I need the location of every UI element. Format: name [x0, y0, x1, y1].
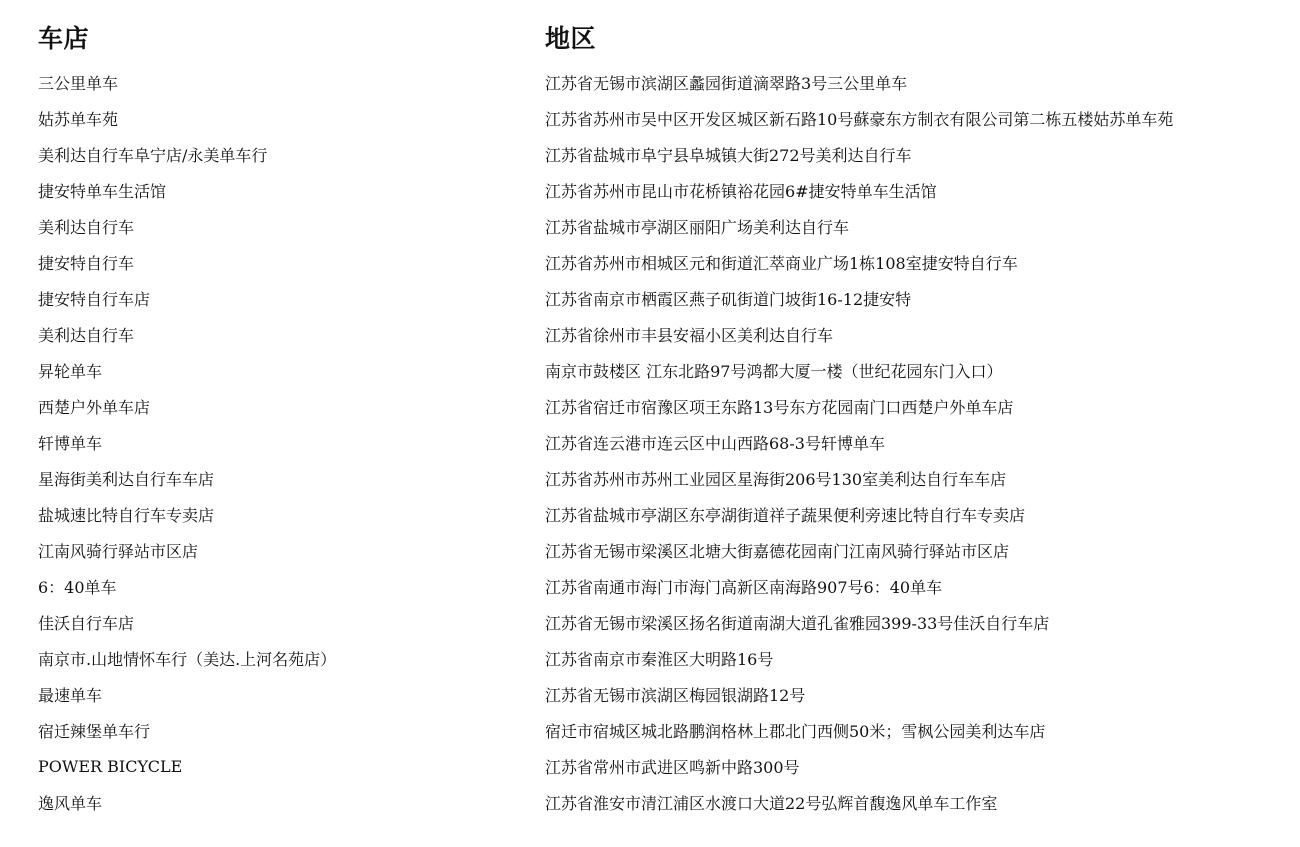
column-header-region: 地区: [545, 24, 597, 53]
store-name: POWER BICYCLE: [38, 756, 183, 776]
table-row: [38, 712, 1285, 748]
store-name: 最速单车: [38, 685, 103, 705]
store-address: 江苏省南京市栖霞区燕子矶街道门坡街16-12捷安特: [545, 289, 912, 309]
store-address: 江苏省盐城市亭湖区丽阳广场美利达自行车: [545, 217, 850, 237]
table-row: [38, 496, 1285, 532]
store-name: 6：40单车: [38, 577, 117, 597]
table-row: [38, 60, 1285, 100]
store-address: 江苏省徐州市丰县安福小区美利达自行车: [545, 325, 834, 345]
store-name: 佳沃自行车店: [38, 613, 135, 633]
store-address: 江苏省无锡市梁溪区北塘大街嘉德花园南门江南风骑行驿站市区店: [545, 541, 1010, 561]
table-row: [38, 316, 1285, 352]
table-row: [38, 244, 1285, 280]
store-address: 南京市鼓楼区 江东北路97号鸿都大厦一楼（世纪花园东门入口）: [545, 361, 1003, 381]
store-name: 南京市.山地情怀车行（美达.上河名苑店）: [38, 649, 337, 669]
store-address: 江苏省连云港市连云区中山西路68-3号轩博单车: [545, 433, 885, 453]
store-name: 美利达自行车阜宁店/永美单车行: [38, 145, 268, 165]
store-name: 西楚户外单车店: [38, 397, 151, 417]
store-name: 捷安特单车生活馆: [38, 181, 167, 201]
store-name: 三公里单车: [38, 73, 119, 93]
store-address: 江苏省南京市秦淮区大明路16号: [545, 649, 774, 669]
table-row: [38, 388, 1285, 424]
store-address: 江苏省宿迁市宿豫区项王东路13号东方花园南门口西楚户外单车店: [545, 397, 1014, 417]
store-name: 捷安特自行车: [38, 253, 135, 273]
store-address: 江苏省常州市武进区鸣新中路300号: [545, 757, 800, 777]
store-name: 轩博单车: [38, 433, 103, 453]
table-row: [38, 676, 1285, 712]
table-row: [38, 100, 1285, 136]
store-address: 江苏省苏州市相城区元和街道汇萃商业广场1栋108室捷安特自行车: [545, 253, 1018, 273]
table-row: [38, 640, 1285, 676]
table-row: [38, 424, 1285, 460]
table-row: [38, 280, 1285, 316]
store-address: 江苏省无锡市梁溪区扬名街道南湖大道孔雀雅园399-33号佳沃自行车店: [545, 613, 1050, 633]
store-name: 美利达自行车: [38, 325, 135, 345]
header-row: [38, 14, 1285, 60]
store-address: 江苏省淮安市清江浦区水渡口大道22号弘辉首馥逸风单车工作室: [545, 793, 998, 813]
table-row: [38, 568, 1285, 604]
store-address: 江苏省苏州市吴中区开发区城区新石路10号蘇豪东方制衣有限公司第二栋五楼姑苏单车苑: [545, 109, 1174, 129]
table-body: [38, 60, 1285, 820]
store-name: 星海街美利达自行车车店: [38, 469, 215, 489]
store-name: 宿迁辣堡单车行: [38, 721, 151, 741]
store-name: 逸风单车: [38, 793, 103, 813]
store-address: 宿迁市宿城区城北路鹏润格林上郡北门西侧50米；雪枫公园美利达车店: [545, 721, 1046, 741]
column-header-store: 车店: [38, 24, 90, 53]
store-address: 江苏省苏州市苏州工业园区星海街206号130室美利达自行车车店: [545, 469, 1007, 489]
store-address: 江苏省盐城市阜宁县阜城镇大街272号美利达自行车: [545, 145, 912, 165]
store-name: 捷安特自行车店: [38, 289, 151, 309]
table-row: [38, 352, 1285, 388]
store-name: 江南风骑行驿站市区店: [38, 541, 199, 561]
table-row: [38, 208, 1285, 244]
store-name: 昇轮单车: [38, 361, 103, 381]
table-row: [38, 784, 1285, 820]
table-row: [38, 532, 1285, 568]
store-address: 江苏省苏州市昆山市花桥镇裕花园6#捷安特单车生活馆: [545, 181, 937, 201]
store-address: 江苏省无锡市滨湖区梅园银湖路12号: [545, 685, 806, 705]
table-header: [38, 14, 1285, 60]
table-row: [38, 604, 1285, 640]
store-name: 美利达自行车: [38, 217, 135, 237]
table-row: [38, 748, 1285, 784]
store-address: 江苏省南通市海门市海门高新区南海路907号6：40单车: [545, 577, 943, 597]
store-address: 江苏省盐城市亭湖区东亭湖街道祥子蔬果便利旁速比特自行车专卖店: [545, 505, 1026, 525]
bike-store-table: [38, 14, 1285, 820]
table-row: [38, 172, 1285, 208]
table-row: [38, 460, 1285, 496]
store-name: 姑苏单车苑: [38, 109, 119, 129]
store-address: 江苏省无锡市滨湖区蠡园街道滴翠路3号三公里单车: [545, 73, 908, 93]
table-row: [38, 136, 1285, 172]
store-name: 盐城速比特自行车专卖店: [38, 505, 215, 525]
